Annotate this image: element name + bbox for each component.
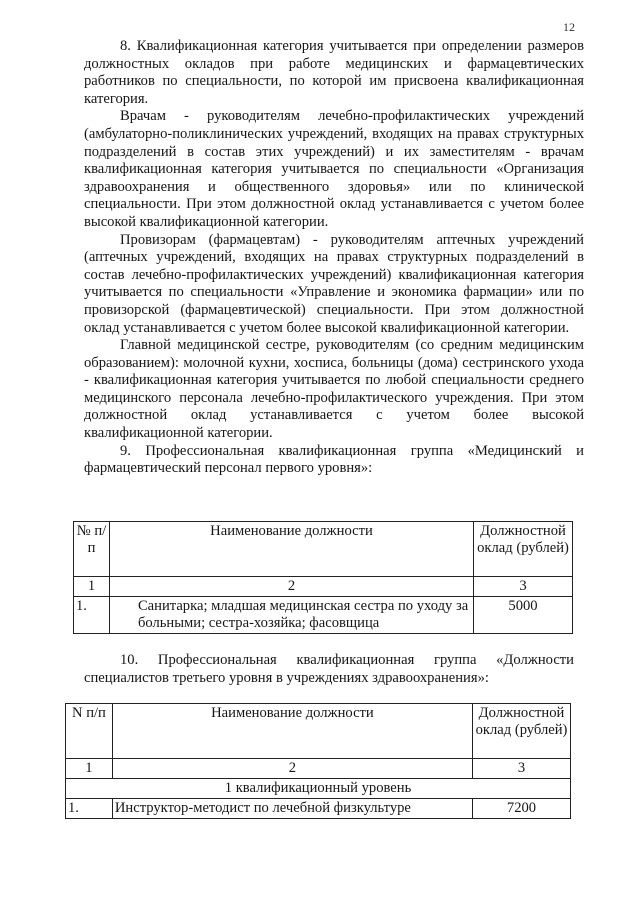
document-body	[84, 38, 584, 478]
numbering-cell: 2	[109, 577, 473, 597]
row-position-name: Инструктор-методист по лечебной физкультуре	[112, 799, 472, 819]
header-number: № п/п	[74, 522, 110, 577]
header-position: Наименование должности	[109, 522, 473, 577]
section-10-heading-block	[84, 652, 574, 687]
table-numbering-row	[74, 577, 573, 597]
section-10-heading: 10. Профессиональная квалификационная группа «Должности специалистов третьего уровня в учреждениях здравоохранения»:	[84, 652, 574, 686]
numbering-cell: 1	[66, 759, 113, 779]
table-header-row	[66, 704, 571, 759]
row-position-name: Санитарка; младшая медицинская сестра по уходу за больными; сестра-хозяйка; фасовщица	[109, 597, 473, 634]
header-position: Наименование должности	[112, 704, 472, 759]
header-number: N п/п	[66, 704, 113, 759]
section-9-heading: 9. Профессиональная квалификационная группа «Медицинский и фармацевтический персонал первого уровня»:	[84, 442, 584, 477]
paragraph-doctors: Врачам - руководителям лечебно-профилактических учреждений (амбулаторно-поликлинических учреждений, входящих на правах структурных подразделений в состав этих учреждений) и их заместителям - врачам квалификационная категория учитывается по специальности «Организация здравоохранения и общественного здоровья» или по клинической специальности. При этом должностной оклад устанавливается с учетом более высокой квалификационной категории.	[84, 108, 584, 230]
paragraph-pharmacists: Провизорам (фармацевтам) - руководителям аптечных учреждений (аптечных учреждений, входящих на правах структурных подразделений в состав лечебно-профилактических учреждений) квалификационная категория учитывается по специальности «Управление и экономика фармации» или по провизорской (фармацевтической) специальности. При этом должностной оклад устанавливается с учетом более высокой квалификационной категории.	[84, 231, 584, 336]
row-salary: 7200	[473, 799, 571, 819]
table-numbering-row	[66, 759, 571, 779]
salary-table-section-9	[73, 521, 573, 634]
qualification-level: 1 квалификационный уровень	[66, 779, 571, 799]
table-row	[66, 799, 571, 819]
numbering-cell: 1	[74, 577, 110, 597]
qualification-level-row	[66, 779, 571, 799]
paragraph-nurses: Главной медицинской сестре, руководителям (со средним медицинским образованием): молочной кухни, хосписа, больницы (дома) сестринского ухода - квалификационная категория учитывается по любой специальности среднего медицинского персонала лечебно-профилактического учреждения. При этом должностной оклад устанавливается с учетом более высокой квалификационной категории.	[84, 337, 584, 442]
row-number: 1.	[74, 597, 110, 634]
row-number: 1.	[66, 799, 113, 819]
numbering-cell: 3	[474, 577, 573, 597]
paragraph-8: 8. Квалификационная категория учитывается при определении размеров должностных окладов при работе медицинских и фармацевтических работников по специальности, по которой им присвоена квалификационная категория.	[84, 38, 584, 107]
numbering-cell: 3	[473, 759, 571, 779]
table-row	[74, 597, 573, 634]
table-header-row	[74, 522, 573, 577]
salary-table-section-10	[65, 703, 571, 819]
row-salary: 5000	[474, 597, 573, 634]
header-salary: Должностной оклад (рублей)	[474, 522, 573, 577]
header-salary: Должностной оклад (рублей)	[473, 704, 571, 759]
page-number: 12	[563, 20, 575, 34]
numbering-cell: 2	[112, 759, 472, 779]
